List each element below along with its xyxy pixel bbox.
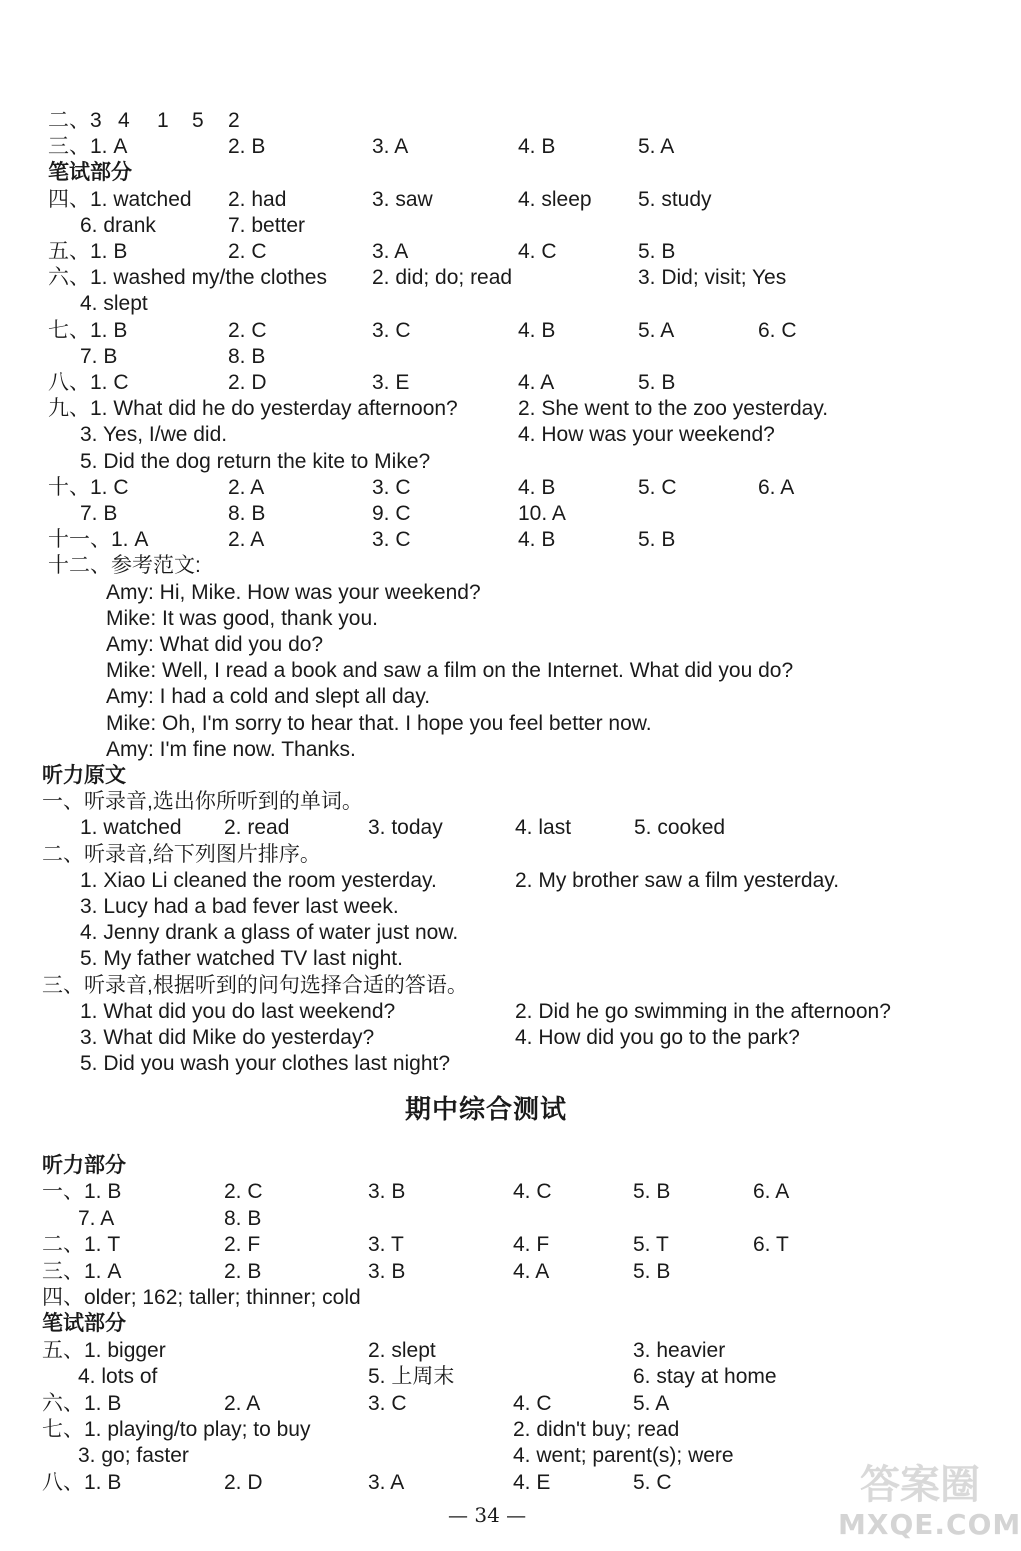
answer-item: 3. go; faster [78, 1444, 189, 1468]
answer-item: 5. Did the dog return the kite to Mike? [80, 449, 431, 473]
answer-item: 6. C [758, 318, 797, 342]
answer-item: 9. C [372, 502, 411, 525]
answer-item: 九、1. What did he do yesterday afternoon? [48, 397, 458, 421]
watermark-url: MXQE.COM [838, 1508, 1021, 1541]
section-title: 期中综合测试 [405, 1094, 568, 1124]
answer-item: 3. B [368, 1180, 406, 1204]
answer-item: 2. She went to the zoo yesterday. [518, 397, 829, 421]
answer-item: 3. T [368, 1233, 404, 1257]
answer-item: 4. C [518, 240, 557, 263]
answer-item: 5. 上周末 [368, 1365, 455, 1389]
answer-item: 7. better [228, 213, 306, 237]
answer-item: 3. heavier [633, 1338, 726, 1362]
answer-item: 三、1. A [42, 1259, 122, 1283]
answer-item: 4. E [513, 1470, 551, 1494]
answer-item: 3. Yes, I/we did. [80, 423, 228, 447]
answer-item: 3. C [368, 1391, 407, 1415]
answer-item: 4. F [513, 1233, 550, 1257]
answer-item: 4. C [513, 1391, 552, 1415]
section-heading: 笔试部分 [48, 161, 132, 185]
section-heading: 笔试部分 [42, 1312, 126, 1336]
answer-item: 2. didn't buy; read [513, 1418, 680, 1441]
answer-item: 2. My brother saw a film yesterday. [515, 868, 840, 892]
answer-item: 5. B [633, 1180, 671, 1204]
answer-item: 5. A [633, 1391, 670, 1415]
answer-item: 4. A [513, 1259, 550, 1283]
answer-item: 3. Did; visit; Yes [638, 266, 787, 290]
answer-item: Amy: Hi, Mike. How was your weekend? [106, 580, 481, 604]
answer-item: 3. E [372, 371, 410, 394]
page-number: — 34 — [448, 1503, 527, 1527]
answer-item: 一、1. B [42, 1180, 122, 1204]
answer-item: 4. C [513, 1180, 552, 1204]
answer-item: 2. slept [368, 1338, 436, 1362]
answer-item: 8. B [228, 502, 266, 525]
answer-item: 六、1. washed my/the clothes [48, 266, 327, 290]
answer-item: 4 [118, 109, 130, 132]
answer-item: 八、1. C [48, 371, 129, 394]
answer-item: 5. B [633, 1259, 671, 1283]
section-heading: 听力部分 [42, 1154, 126, 1177]
answer-item: 5. C [638, 475, 677, 499]
answer-item: 2. had [228, 187, 287, 211]
answer-item: 4. went; parent(s); were [513, 1444, 734, 1468]
answer-item: 5. B [638, 371, 676, 394]
answer-item: 5. B [638, 528, 676, 552]
answer-item: 2. D [224, 1470, 263, 1494]
answer-item: 2. read [224, 816, 290, 840]
answer-item: 6. T [753, 1233, 789, 1257]
answer-item: 3. Lucy had a bad fever last week. [80, 895, 399, 918]
answer-item: 2. C [228, 240, 267, 263]
answer-item: 5. A [638, 135, 675, 159]
answer-item: 十一、1. A [48, 528, 149, 552]
answer-item: 2. C [228, 318, 267, 342]
section-heading: 听力原文 [42, 764, 126, 787]
answer-item: 4. lots of [78, 1365, 158, 1389]
answer-item: 4. Jenny drank a glass of water just now. [80, 921, 459, 945]
answer-item: 一、听录音,选出你所听到的单词。 [42, 790, 363, 814]
watermark [838, 1449, 1021, 1541]
watermark-logo: 答案圈 [860, 1462, 980, 1508]
answer-item: 1 [157, 109, 169, 132]
answer-item: 6. A [753, 1180, 790, 1204]
answer-item: 4. How did you go to the park? [515, 1026, 800, 1049]
answer-item: 五、1. bigger [42, 1338, 166, 1362]
answer-item: 5 [192, 109, 204, 132]
answer-item: 2. A [228, 528, 265, 552]
answer-item: 3. A [368, 1470, 405, 1494]
answer-item: 4. A [518, 371, 555, 394]
answer-item: 6. A [758, 475, 795, 499]
answer-item: 十二、参考范文: [48, 554, 201, 578]
answer-item: 七、1. playing/to play; to buy [42, 1418, 311, 1441]
answer-item: 六、1. B [42, 1391, 122, 1415]
answer-item: 4. sleep [518, 187, 592, 211]
answer-item: 七、1. B [48, 318, 128, 342]
answer-item: 4. B [518, 135, 556, 159]
answer-item: 三、1. A [48, 135, 128, 159]
answer-item: Mike: Oh, I'm sorry to hear that. I hope you feel better now. [106, 711, 652, 735]
answer-item: 八、1. B [42, 1470, 122, 1494]
answer-item: 2. A [228, 475, 265, 499]
answer-item: 2. did; do; read [372, 266, 513, 290]
answer-item: 4. How was your weekend? [518, 423, 775, 447]
answer-item: 4. B [518, 318, 556, 342]
answer-item: 4. B [518, 528, 556, 552]
answer-item: 2. F [224, 1233, 261, 1257]
answer-item: 3. today [368, 816, 443, 840]
answer-item: Amy: I had a cold and slept all day. [106, 685, 431, 709]
answer-item: 3. B [368, 1259, 406, 1283]
answer-item: 3. C [372, 318, 411, 342]
answer-item: 二、听录音,给下列图片排序。 [42, 842, 321, 866]
answer-item: Mike: It was good, thank you. [106, 606, 378, 630]
answer-item: 5. T [633, 1233, 669, 1257]
answer-item: 1. What did you do last weekend? [80, 999, 396, 1023]
answer-item: Amy: I'm fine now. Thanks. [106, 737, 356, 761]
answer-item: 6. stay at home [633, 1365, 777, 1389]
answer-item: 3. What did Mike do yesterday? [80, 1026, 375, 1049]
answer-item: 2. A [224, 1391, 261, 1415]
answer-item: 4. last [515, 816, 572, 840]
answer-item: 五、1. B [48, 240, 128, 263]
answer-item: 5. B [638, 240, 676, 263]
answer-item: 8. B [224, 1206, 262, 1230]
answer-item: 8. B [228, 344, 266, 368]
answer-item: 3. saw [372, 187, 433, 211]
answer-item: 7. A [78, 1206, 115, 1230]
answer-item: 2. B [224, 1259, 262, 1283]
answer-item: 7. B [80, 344, 118, 368]
answer-item: 2. D [228, 371, 267, 394]
answer-item: 3. C [372, 475, 411, 499]
answer-item: 2. C [224, 1180, 263, 1204]
answer-item: 7. B [80, 502, 118, 525]
answer-item: 5. Did you wash your clothes last night? [80, 1052, 451, 1076]
answer-item: 十、1. C [48, 475, 129, 499]
answer-item: 5. cooked [634, 816, 726, 840]
answer-item: Mike: Well, I read a book and saw a film on the Internet. What did you do? [106, 659, 794, 683]
answer-item: 3. A [372, 240, 409, 263]
answer-item: 5. study [638, 187, 712, 211]
answer-item: 三、听录音,根据听到的问句选择合适的答语。 [42, 973, 468, 997]
answer-item: 1. watched [80, 816, 182, 840]
answer-item: 6. drank [80, 213, 156, 237]
answer-item: 二、3 [48, 109, 102, 132]
answer-item: 3. A [372, 135, 409, 159]
answer-item: 10. A [518, 502, 566, 525]
answer-item: 2. B [228, 135, 266, 159]
answer-item: 3. C [372, 528, 411, 552]
answer-item: 1. Xiao Li cleaned the room yesterday. [80, 868, 437, 892]
answer-item: 5. A [638, 318, 675, 342]
answer-item: 2. Did he go swimming in the afternoon? [515, 999, 891, 1023]
answer-item: 二、1. T [42, 1233, 121, 1257]
answer-item: 4. B [518, 475, 556, 499]
answer-item: 4. slept [80, 292, 148, 316]
answer-item: 5. C [633, 1470, 672, 1494]
answer-item: 四、older; 162; taller; thinner; cold [42, 1286, 361, 1309]
answer-item: 四、1. watched [48, 187, 192, 211]
answer-item: 2 [228, 109, 240, 132]
answer-item: Amy: What did you do? [106, 633, 324, 656]
answer-item: 5. My father watched TV last night. [80, 947, 403, 971]
